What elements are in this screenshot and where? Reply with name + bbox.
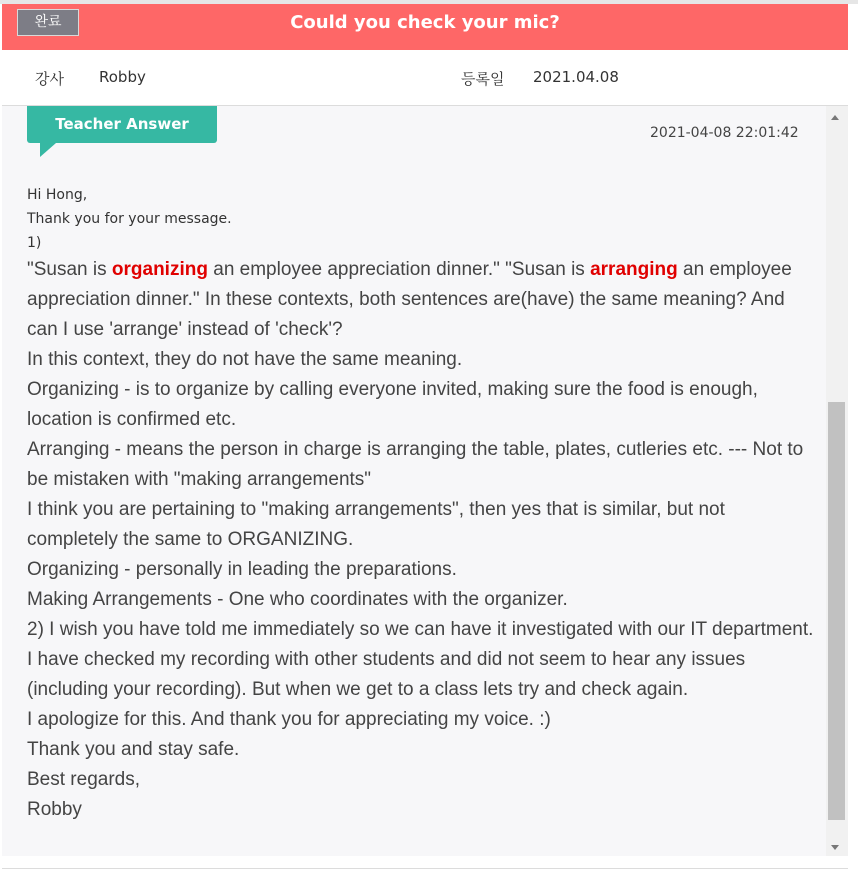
answer-paragraph: Arranging - means the person in charge is arranging the table, plates, cutleries etc. --- Not to be mistaken with "making arrangements" — [27, 439, 804, 490]
teacher-name: Robby — [99, 68, 146, 86]
meta-row — [0, 50, 858, 106]
bottom-border — [2, 868, 848, 869]
scroll-up-arrow-icon[interactable] — [831, 115, 839, 120]
date-label: 등록일 — [461, 70, 505, 88]
answer-paragraph: Robby — [27, 799, 82, 820]
answer-paragraph: 2) I wish you have told me immediately so we can have it investigated with our IT department. — [27, 619, 814, 640]
status-complete-button[interactable]: 완료 — [17, 9, 79, 36]
answer-paragraph: I apologize for this. And thank you for appreciating my voice. :) — [27, 709, 551, 730]
answer-paragraph: Best regards, — [27, 769, 140, 790]
answer-paragraph: In this context, they do not have the same meaning. — [27, 349, 463, 370]
teacher-answer-badge: Teacher Answer — [27, 106, 217, 143]
badge-tail — [40, 143, 56, 157]
scroll-down-arrow-icon[interactable] — [831, 845, 839, 850]
answer-paragraph: I think you are pertaining to "making arrangements", then yes that is similar, but not completely the same to ORGANIZING. — [27, 499, 725, 550]
answer-paragraph: Organizing - is to organize by calling everyone invited, making sure the food is enough, location is confirmed etc. — [27, 379, 758, 430]
item-number-line: 1) — [27, 235, 42, 251]
page-title: Could you check your mic? — [290, 12, 560, 33]
highlight-organizing: organizing — [111, 259, 208, 280]
thanks-line: Thank you for your message. — [27, 211, 232, 227]
answer-panel — [2, 106, 826, 856]
header-bar — [2, 4, 848, 50]
highlight-arranging: arranging — [590, 259, 678, 280]
teacher-label: 강사 — [35, 70, 64, 88]
answer-paragraph: Organizing - personally in leading the preparations. — [27, 559, 457, 580]
greeting-line: Hi Hong, — [27, 187, 88, 203]
answer-timestamp: 2021-04-08 22:01:42 — [650, 125, 799, 141]
vertical-scrollbar[interactable] — [826, 106, 848, 856]
greeting-block — [27, 183, 232, 255]
question-quote: "Susan is organizing an employee appreciation dinner." "Susan is arranging an employee appreciation dinner." In these contexts, both sentences are(have) the same meaning? And can I use 'arrange' instead of 'check'? — [27, 259, 792, 340]
answer-paragraph: Making Arrangements - One who coordinates with the organizer. — [27, 589, 568, 610]
answer-body — [27, 255, 817, 825]
date-value: 2021.04.08 — [533, 68, 619, 86]
scrollbar-thumb[interactable] — [828, 402, 845, 820]
answer-paragraph: Thank you and stay safe. — [27, 739, 240, 760]
answer-paragraph: I have checked my recording with other students and did not seem to hear any issues (including your recording). But when we get to a class lets try and check again. — [27, 649, 746, 700]
